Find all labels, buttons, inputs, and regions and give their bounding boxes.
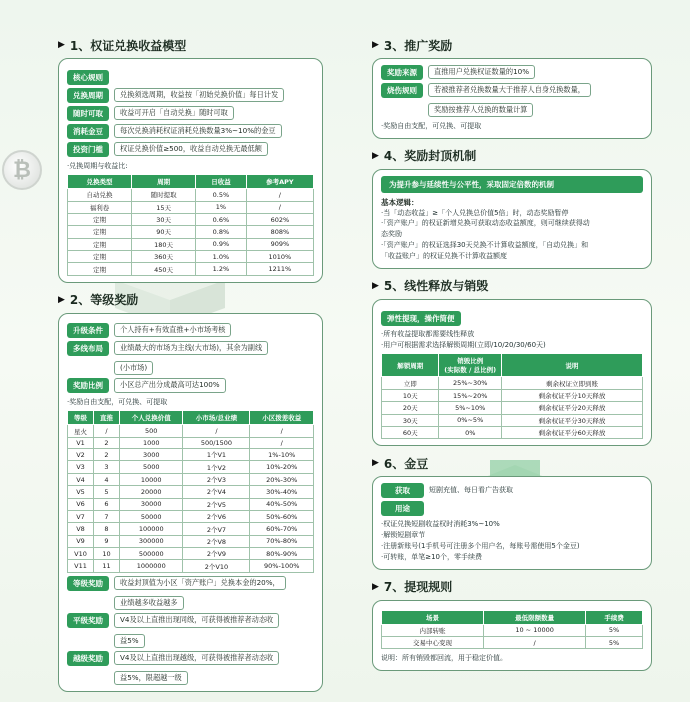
table-cell: 602%	[246, 213, 313, 225]
level-reward-card	[58, 313, 323, 692]
table-cell: 30%-40%	[250, 486, 314, 498]
table-cell: 剩余权证平分60天释放	[502, 426, 643, 438]
rule-row: 平级奖励 V4及以上直推出现同级，可获得被推荐者动态收 益5%	[67, 613, 314, 647]
rule-row: 投资门槛 权证兑换价值≥500，收益自动兑换无最低额	[67, 142, 314, 157]
table-cell: 定期	[68, 226, 132, 238]
table-cell: 2个V4	[183, 486, 250, 498]
withdraw-table	[381, 610, 643, 650]
table-cell: 20000	[119, 486, 183, 498]
arrow-right-icon: ▶	[372, 40, 379, 50]
table-row	[68, 251, 314, 263]
table-cell: 剩余权证立即到账	[502, 377, 643, 389]
table-row	[68, 263, 314, 275]
table-cell: 0.9%	[196, 238, 247, 250]
table-cell: 30天	[132, 213, 196, 225]
table-row	[382, 377, 643, 389]
table-cell: 60%-70%	[250, 523, 314, 535]
table-cell: 10000	[119, 473, 183, 485]
table-cell: 90天	[132, 226, 196, 238]
table-cell: 50000	[119, 510, 183, 522]
table-row	[382, 389, 643, 401]
table-cell: V9	[68, 535, 94, 547]
table-cell: 1.0%	[196, 251, 247, 263]
table-cell: 180天	[132, 238, 196, 250]
exchange-cycle-table	[67, 174, 314, 276]
table-cell: 10	[93, 548, 119, 560]
table-cell: 立即	[382, 377, 439, 389]
table-row	[68, 486, 314, 498]
exchange-model-card	[58, 58, 323, 283]
table-header: 兑换类型 周期 日收益 参考APY	[68, 175, 314, 189]
promotion-reward-card	[372, 58, 652, 139]
table-cell: 5	[93, 486, 119, 498]
table-cell: 5%	[586, 624, 643, 636]
release-lines: ·所有收益提取都需要线性释放 ·用户可根据需求选择解锁周期(立即/10/20/30/60天)	[381, 329, 546, 349]
table-cell: 自动兑换	[68, 189, 132, 201]
arrow-right-icon: ▶	[372, 150, 379, 161]
flex-withdraw-label: 弹性提现，操作简便	[381, 311, 461, 326]
rule-row: 越级奖励 V4及以上直推出现越级，可获得被推荐者动态收 益5%，限超越一级	[67, 651, 314, 685]
table-row	[68, 226, 314, 238]
bitcoin-coin-icon: ₿	[2, 150, 42, 190]
table-row	[68, 473, 314, 485]
table-cell: 剩余权证平分30天释放	[502, 414, 643, 426]
table-row	[68, 213, 314, 225]
table-cell: 0%	[439, 426, 502, 438]
table-cell: 福利卷	[68, 201, 132, 213]
table-cell: V7	[68, 510, 94, 522]
table-row	[68, 437, 314, 448]
rule-row: 多线布局 业绩最大的市场为主线(大市场)，其余为副线 (小市场)	[67, 341, 314, 375]
table-row	[68, 523, 314, 535]
table-cell: 5000	[119, 461, 183, 473]
table-row	[382, 624, 643, 636]
cap-mechanism-card	[372, 169, 652, 269]
table-cell: 50%-60%	[250, 510, 314, 522]
section-6-title: ▶ 6、金豆	[372, 456, 429, 471]
table-cell: 20%-30%	[250, 473, 314, 485]
table-row	[382, 637, 643, 649]
table-cell: 20天	[382, 402, 439, 414]
withdraw-note: 说明：所有销毁都回流，用于稳定价值。	[381, 654, 507, 663]
table-cell: 15%~20%	[439, 389, 502, 401]
table-cell: /	[246, 189, 313, 201]
section-2-title: ▶ 2、等级奖励	[58, 293, 139, 308]
table-cell: V1	[68, 437, 94, 448]
table-cell: V11	[68, 560, 94, 572]
table-cell: 360天	[132, 251, 196, 263]
table-cell: 0%~5%	[439, 414, 502, 426]
table-cell: 3000	[119, 449, 183, 461]
table-cell: 10 ~ 10000	[484, 624, 586, 636]
table-row	[68, 425, 314, 437]
table-cell: V6	[68, 498, 94, 510]
left-column	[58, 36, 323, 700]
table-cell: /	[246, 201, 313, 213]
table-cell: 1%	[196, 201, 247, 213]
table-cell: 0.8%	[196, 226, 247, 238]
arrow-right-icon: ▶	[372, 581, 379, 592]
table-cell: 1%-10%	[250, 449, 314, 461]
s1-rule-list	[67, 88, 314, 157]
table-header: 解锁周期 销毁比例 (实际数 / 总比例) 说明	[382, 354, 643, 377]
table-cell: 1个V2	[183, 461, 250, 473]
table-cell: 交易中心变现	[382, 637, 484, 649]
table-row	[68, 461, 314, 473]
section-4-title: ▶ 4、奖励封顶机制	[372, 149, 477, 164]
table-cell: 定期	[68, 213, 132, 225]
rule-row: 升级条件 个人持有+有效直推+小市场考核	[67, 323, 314, 338]
table-cell: 0.6%	[196, 213, 247, 225]
basic-logic-heading: 基本逻辑：	[381, 197, 419, 207]
table-cell: 70%-80%	[250, 535, 314, 547]
table-cell: 1211%	[246, 263, 313, 275]
table-cell: 40%-50%	[250, 498, 314, 510]
table-header: 场景 最低限额数量 手续费	[382, 610, 643, 624]
gold-bean-card	[372, 476, 652, 569]
table-cell: 定期	[68, 263, 132, 275]
reward-note: ·奖励自由支配，可兑换、可提取	[67, 398, 168, 407]
table-cell: 7	[93, 510, 119, 522]
table-row	[382, 402, 643, 414]
table-cell: 2个V6	[183, 510, 250, 522]
table-cell: 300000	[119, 535, 183, 547]
table-cell: /	[93, 425, 119, 437]
table-cell: /	[484, 637, 586, 649]
table-cell: 6	[93, 498, 119, 510]
table-cell: 2个V8	[183, 535, 250, 547]
table-cell: 90%-100%	[250, 560, 314, 572]
table-cell: 1010%	[246, 251, 313, 263]
table-cell: 5%	[586, 637, 643, 649]
table-cell: 10%-20%	[250, 461, 314, 473]
arrow-right-icon: ▶	[58, 294, 65, 305]
cap-banner: 为提升参与延续性与公平性，采取固定倍数的机制	[381, 176, 643, 193]
rule-row: 兑换周期 兑换须选周期，收益按「初始兑换价值」每日计发	[67, 88, 314, 103]
table-cell: 30000	[119, 498, 183, 510]
linear-release-card	[372, 299, 652, 447]
table-cell: 随时提取	[132, 189, 196, 201]
release-table	[381, 353, 643, 439]
table-cell: 2个V9	[183, 548, 250, 560]
rule-row: 等级奖励 收益封顶值为小区「资产账户」兑换本金的20%， 业绩越多收益越多	[67, 576, 314, 610]
table-cell: 2	[93, 437, 119, 448]
table-row	[68, 535, 314, 547]
table-row	[68, 201, 314, 213]
table-cell: 60天	[382, 426, 439, 438]
table-cell: 4	[93, 473, 119, 485]
table-cell: 25%~30%	[439, 377, 502, 389]
table-row	[382, 414, 643, 426]
table-cell: 星火	[68, 425, 94, 437]
table-cell: 剩余权证平分20天释放	[502, 402, 643, 414]
table-cell: 定期	[68, 251, 132, 263]
table-cell: /	[250, 437, 314, 448]
core-rules-label: 核心规则	[67, 70, 109, 85]
table-cell: V8	[68, 523, 94, 535]
rule-row: 消耗金豆 每次兑换消耗权证消耗兑换数量3%~10%的金豆	[67, 124, 314, 139]
section-1-title: ▶ 1、权证兑换收益模型	[58, 38, 187, 53]
table-cell: 500/1500	[183, 437, 250, 448]
table-cell: 1000000	[119, 560, 183, 572]
table-cell: 2个V3	[183, 473, 250, 485]
table-cell: 808%	[246, 226, 313, 238]
table-cell: V5	[68, 486, 94, 498]
table-cell: V2	[68, 449, 94, 461]
table-row	[68, 560, 314, 572]
table-cell: 909%	[246, 238, 313, 250]
table-cell: V3	[68, 461, 94, 473]
table-cell: 500000	[119, 548, 183, 560]
table-cell: 30天	[382, 414, 439, 426]
table-cell: 5%~10%	[439, 402, 502, 414]
table-cell: 500	[119, 425, 183, 437]
rule-row: 奖励来源 直推用户兑换权证数量的10%	[381, 65, 643, 80]
table-row	[68, 548, 314, 560]
table-cell: 2个V10	[183, 560, 250, 572]
table-row	[68, 189, 314, 201]
table-cell: 8	[93, 523, 119, 535]
table-cell: 80%-90%	[250, 548, 314, 560]
table-row	[68, 449, 314, 461]
table-cell: 450天	[132, 263, 196, 275]
section-3-title: ▶ 3、推广奖励	[372, 38, 453, 53]
usage-lines: ·权证兑换短剧收益权时消耗3%~10% ·解锁短剧章节 ·注册新账号(1手机号可注册多个用户名，每账号需使用5个金豆) ·可转账，单笔≥10个，零手续费	[381, 520, 580, 561]
withdraw-rules-card	[372, 600, 652, 671]
cap-lines: ·当「动态收益」≥「个人兑换总价值5倍」时，动态奖励暂停 ·「资产账户」的权证新增兑换可获取动态收益额度，则可继续获得动 态奖励 ·「资产账户」的权证选择30天兑换不计算收益额度，「自动兑换」和 「收益账户」的权证兑换不计算收益额度	[381, 208, 590, 260]
table-cell: 1.2%	[196, 263, 247, 275]
table-cell: 剩余权证平分10天释放	[502, 389, 643, 401]
rule-row: 获取 短剧充值、每日看广告获取	[381, 483, 643, 498]
table-cell: 定期	[68, 238, 132, 250]
section-5-title: ▶ 5、线性释放与销毁	[372, 279, 489, 294]
section-7-title: ▶ 7、提现规则	[372, 580, 453, 595]
promotion-note: ·奖励自由支配，可兑换、可提取	[381, 122, 482, 131]
table-cell: 1000	[119, 437, 183, 448]
cycle-note: ·兑换周期与收益比:	[67, 162, 128, 170]
table-cell: /	[183, 425, 250, 437]
right-column	[372, 36, 652, 679]
table-cell: 0.5%	[196, 189, 247, 201]
table-cell: 内部转账	[382, 624, 484, 636]
table-cell: 2	[93, 449, 119, 461]
rule-row: 用途	[381, 501, 643, 516]
table-cell: 1个V1	[183, 449, 250, 461]
table-row	[68, 498, 314, 510]
rule-row: 烧伤规则 若被推荐者兑换数量大于推荐人自身兑换数量， 奖励按推荐人兑换的数量计算	[381, 83, 643, 117]
table-cell: 100000	[119, 523, 183, 535]
table-row	[68, 238, 314, 250]
s2-bottom-rules	[67, 576, 314, 685]
table-row	[68, 510, 314, 522]
table-cell: 11	[93, 560, 119, 572]
table-cell: 10天	[382, 389, 439, 401]
arrow-right-icon: ▶	[372, 458, 379, 469]
rule-row: 奖励比例 小区总产出分成最高可达100%	[67, 378, 314, 393]
arrow-right-icon: ▶	[372, 280, 379, 291]
table-cell: 2个V7	[183, 523, 250, 535]
table-cell: V10	[68, 548, 94, 560]
table-cell: 9	[93, 535, 119, 547]
table-cell: V4	[68, 473, 94, 485]
arrow-right-icon: ▶	[58, 40, 65, 50]
table-cell: 3	[93, 461, 119, 473]
rule-row: 随时可取 收益可开启「自动兑换」随时可取	[67, 106, 314, 121]
table-cell: 15天	[132, 201, 196, 213]
table-cell: 2个V5	[183, 498, 250, 510]
table-row	[382, 426, 643, 438]
level-table	[67, 410, 314, 573]
table-cell: /	[250, 425, 314, 437]
table-header: 等级 直推 个人兑换价值 小市场/总业绩 小区拨差收益	[68, 411, 314, 425]
